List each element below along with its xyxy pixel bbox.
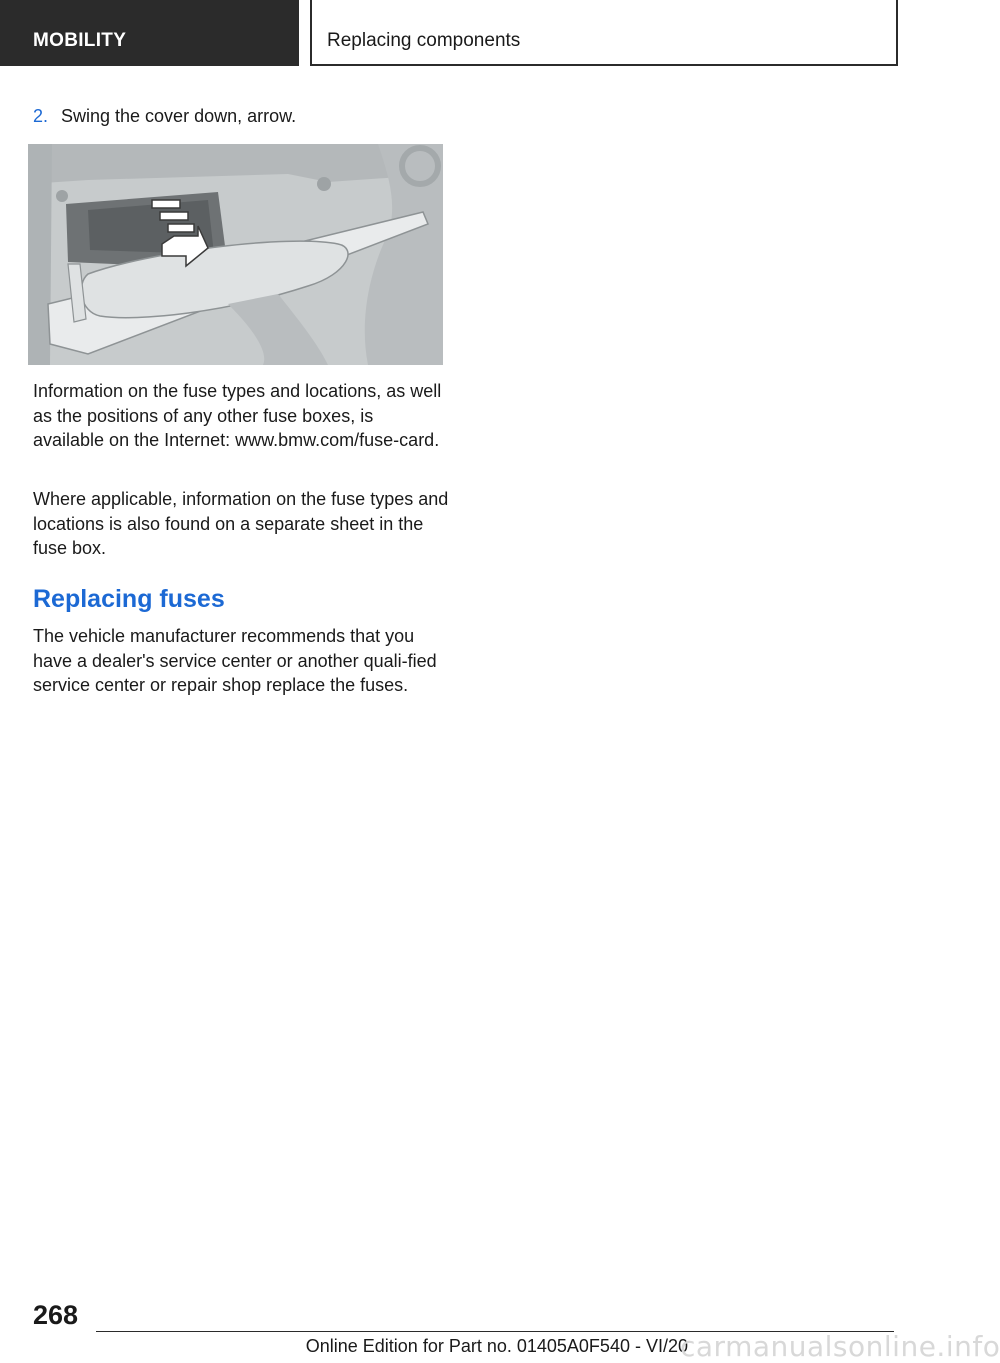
page-number: 268 [33,1300,79,1330]
chapter-title: Replacing components [327,30,521,51]
watermark: carmanualsonline.info [680,1330,1000,1363]
section-tab [0,0,299,66]
section-title: MOBILITY [33,30,127,51]
step-number: 2. [33,106,49,126]
fuse-info-paragraph: Information on the fuse types and locations, as well as the positions of any other fuse boxes, is available on the Internet: www.bmw.com/fuse-card. [33,381,442,450]
chapter-tab [310,0,898,66]
edition-text: Online Edition for Part no. 01405A0F540 - VI/20 [305,1336,688,1356]
section-heading: Replacing fuses [33,585,225,613]
step-item [33,106,296,127]
fuse-sheet-paragraph: Where applicable, information on the fuse types and locations is also found on a separate sheet in the fuse box. [33,489,449,558]
step-text: Swing the cover down, arrow. [61,106,297,126]
glovebox-cover-arrow-icon [28,144,443,365]
section-paragraph: The vehicle manufacturer recommends that you have a dealer's service center or another quali-fied service center or repair shop replace the fuses. [33,626,437,695]
glovebox-illustration [28,144,443,365]
